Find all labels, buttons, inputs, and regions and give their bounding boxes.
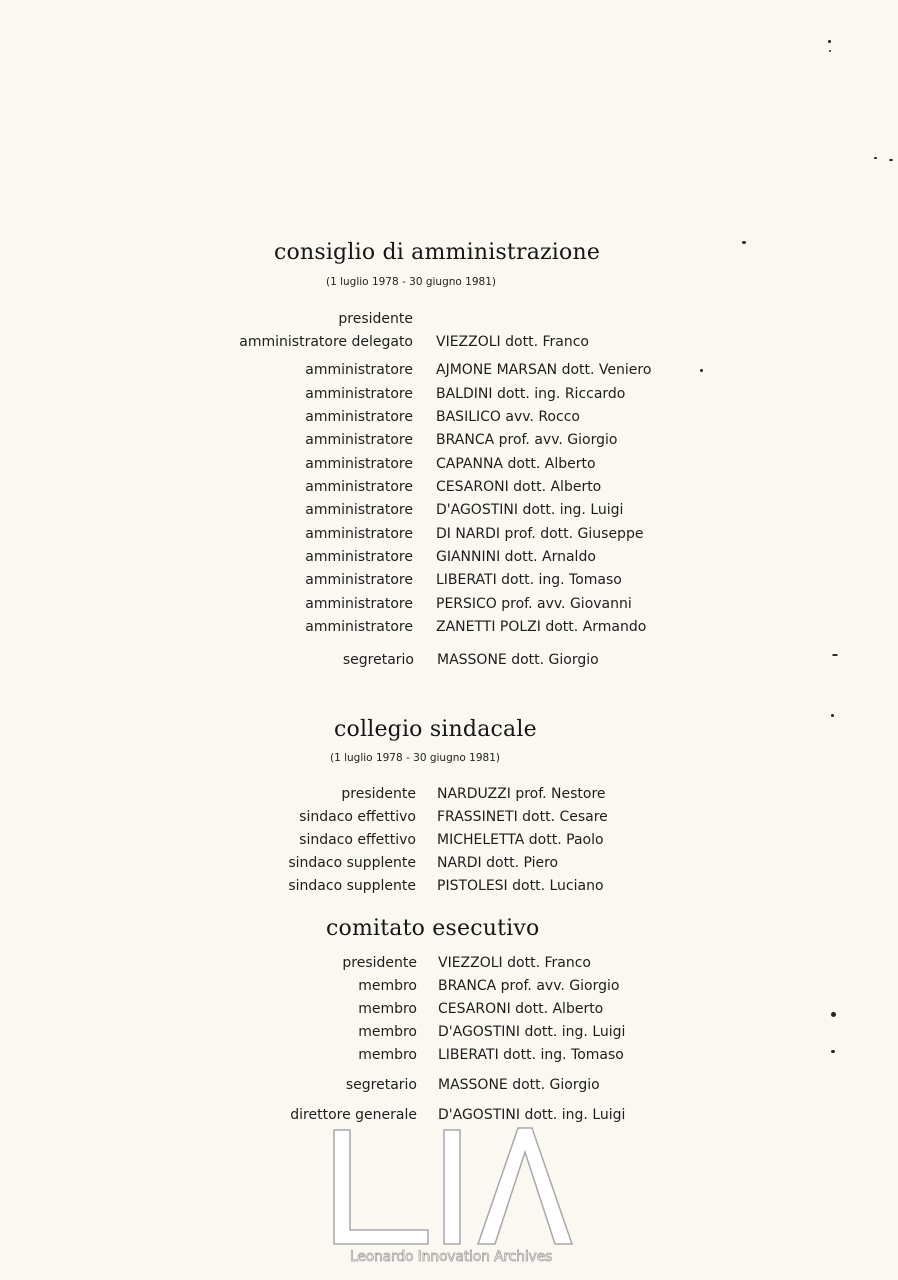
member-name: D'AGOSTINI dott. ing. Luigi: [438, 1107, 626, 1123]
role-label: membro: [358, 978, 417, 994]
role-label: amministratore: [305, 479, 413, 495]
role-label: presidente: [342, 955, 417, 971]
member-name: BRANCA prof. avv. Giorgio: [436, 432, 618, 448]
role-label: amministratore: [305, 432, 413, 448]
member-name: CESARONI dott. Alberto: [436, 479, 602, 495]
role-label: presidente: [341, 786, 416, 802]
member-name: BRANCA prof. avv. Giorgio: [438, 978, 620, 994]
lia-watermark-logo: [320, 1120, 580, 1270]
member-name: BALDINI dott. ing. Riccardo: [436, 386, 626, 402]
member-name: NARDI dott. Piero: [437, 855, 559, 871]
scan-speck: [831, 1012, 836, 1017]
scan-speck: [831, 714, 834, 717]
member-name: BASILICO avv. Rocco: [436, 409, 580, 425]
role-label: amministratore: [305, 549, 413, 565]
scan-speck: [828, 40, 831, 43]
member-name: MASSONE dott. Giorgio: [438, 1077, 600, 1093]
member-name: D'AGOSTINI dott. ing. Luigi: [438, 1024, 626, 1040]
role-label: amministratore: [305, 596, 413, 612]
scan-speck: [742, 241, 746, 244]
role-label: amministratore: [305, 409, 413, 425]
role-label: sindaco effettivo: [299, 809, 416, 825]
scan-speck: [700, 369, 703, 372]
member-name: VIEZZOLI dott. Franco: [438, 955, 591, 971]
role-label: amministratore: [305, 526, 413, 542]
member-name: FRASSINETI dott. Cesare: [437, 809, 608, 825]
member-name: CAPANNA dott. Alberto: [436, 456, 596, 472]
scan-speck: [832, 654, 838, 656]
member-name: D'AGOSTINI dott. ing. Luigi: [436, 502, 624, 518]
member-name: DI NARDI prof. dott. Giuseppe: [436, 526, 644, 542]
role-label: segretario: [342, 652, 414, 668]
member-name: CESARONI dott. Alberto: [438, 1001, 604, 1017]
role-label: sindaco supplente: [288, 855, 416, 871]
member-name: NARDUZZI prof. Nestore: [437, 786, 606, 802]
role-label: membro: [358, 1001, 417, 1017]
comitato-title: comitato esecutivo: [326, 916, 540, 941]
scan-speck: [829, 50, 831, 52]
consiglio-title: consiglio di amministrazione: [274, 240, 601, 265]
role-label: sindaco supplente: [288, 878, 416, 894]
role-label: amministratore: [305, 386, 413, 402]
role-label: membro: [358, 1024, 417, 1040]
member-name: PISTOLESI dott. Luciano: [437, 878, 604, 894]
member-name: LIBERATI dott. ing. Tomaso: [436, 572, 622, 588]
role-label: presidente: [338, 311, 413, 327]
consiglio-dates: (1 luglio 1978 - 30 giugno 1981): [326, 276, 496, 288]
member-name: LIBERATI dott. ing. Tomaso: [438, 1047, 624, 1063]
member-name: GIANNINI dott. Arnaldo: [436, 549, 596, 565]
role-label: membro: [358, 1047, 417, 1063]
member-name: VIEZZOLI dott. Franco: [436, 334, 589, 350]
scan-speck: [889, 159, 893, 161]
collegio-title: collegio sindacale: [334, 717, 537, 742]
scan-speck: [874, 157, 877, 159]
member-name: MICHELETTA dott. Paolo: [437, 832, 604, 848]
scan-speck: [831, 1050, 835, 1053]
watermark-caption: Leonardo Innovation Archives: [349, 1249, 553, 1265]
role-label: direttore generale: [290, 1107, 417, 1123]
member-name: PERSICO prof. avv. Giovanni: [436, 596, 632, 612]
collegio-dates: (1 luglio 1978 - 30 giugno 1981): [330, 752, 500, 764]
role-label: amministratore: [305, 456, 413, 472]
member-name: ZANETTI POLZI dott. Armando: [436, 619, 647, 635]
role-label: amministratore: [305, 362, 413, 378]
member-name: AJMONE MARSAN dott. Veniero: [436, 362, 652, 378]
role-label: segretario: [345, 1077, 417, 1093]
role-label: amministratore delegato: [239, 334, 413, 350]
role-label: amministratore: [305, 619, 413, 635]
role-label: amministratore: [305, 502, 413, 518]
role-label: sindaco effettivo: [299, 832, 416, 848]
member-name: MASSONE dott. Giorgio: [437, 652, 599, 668]
role-label: amministratore: [305, 572, 413, 588]
